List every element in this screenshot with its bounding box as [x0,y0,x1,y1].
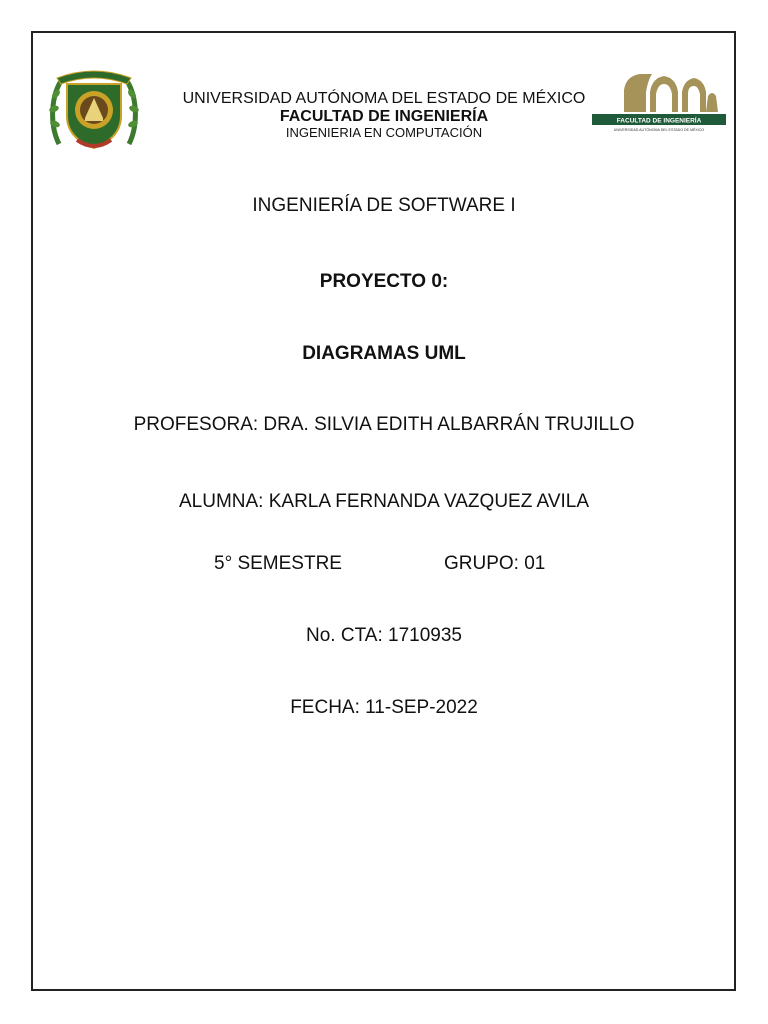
semester-label: 5° SEMESTRE [214,553,342,574]
student-name: ALUMNA: KARLA FERNANDA VAZQUEZ AVILA [178,491,590,512]
faculty-logo-text: FACULTAD DE INGENIERÍA [616,117,702,125]
project-topic: DIAGRAMAS UML [302,343,466,364]
university-name: UNIVERSIDAD AUTÓNOMA DEL ESTADO DE MÉXICO [182,90,586,107]
faculty-name: FACULTAD DE INGENIERÍA [279,107,489,125]
project-title: PROYECTO 0: [319,271,449,292]
career-name: INGENIERIA EN COMPUTACIÓN [285,124,483,140]
faculty-logo-subtext: UNIVERSIDAD AUTÓNOMA DEL ESTADO DE MÉXICO [613,128,705,132]
institution-header [150,90,618,140]
course-title: INGENIERÍA DE SOFTWARE I [252,195,516,216]
group-label: GRUPO: 01 [444,553,546,574]
university-seal-icon [47,64,141,152]
submission-date: FECHA: 11-SEP-2022 [290,697,478,718]
professor-name: PROFESORA: DRA. SILVIA EDITH ALBARRÁN TRUJILLO [133,414,635,435]
account-number: No. CTA: 1710935 [306,625,462,646]
